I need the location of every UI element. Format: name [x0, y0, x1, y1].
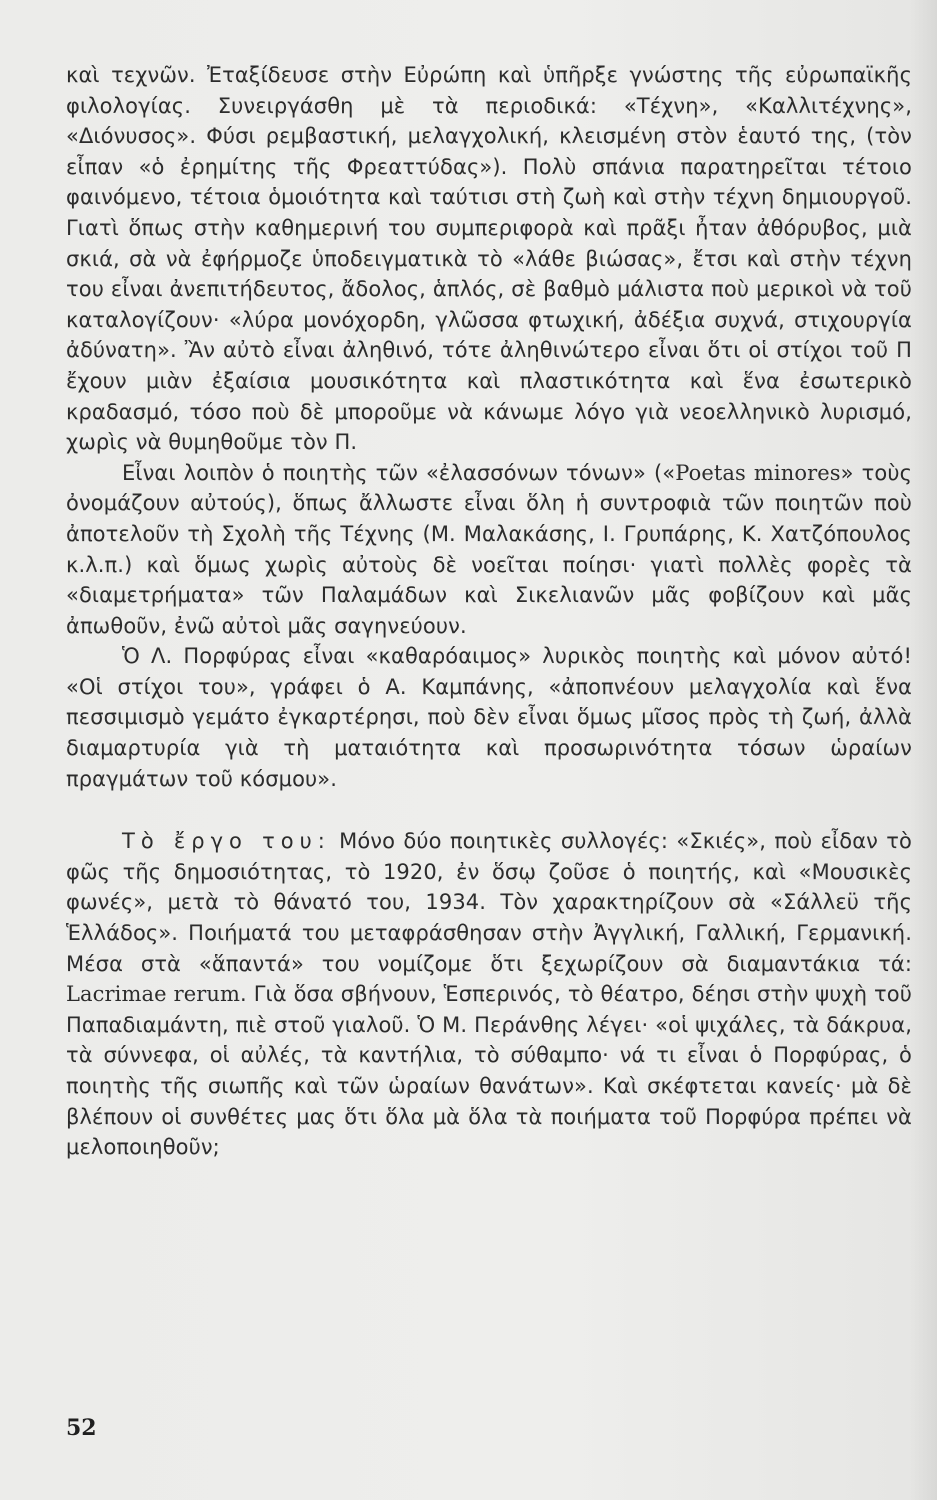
paragraph-minor-poets-rest: » τοὺς ὀνομάζουν αὐτούς), ὅπως ἄλλωστε εἶναι ὅλη ἡ συντροφιὰ τῶν ποιητῶν ποὺ ἀποτελοῦν τὴ Σχολὴ τῆς Τέχνης (Μ. Μαλακάσης, Ι. Γρυπάρης, Κ. Χατζόπουλος κ.λ.π.) καὶ ὅμως χωρὶς αὐτοὺς δὲ νοεῖται ποίησι· γιατὶ πολλὲς φορὲς τὰ «διαμετρήματα» τῶν Παλαμάδων καὶ Σικελιανῶν μᾶς φοβίζουν καὶ μᾶς ἀπωθοῦν, ἐνῶ αὐτοὶ μᾶς σαγηνεύουν. — [66, 460, 912, 638]
paragraph-lyric-poet: Ὁ Λ. Πορφύρας εἶναι «καθαρόαιμος» λυρικὸς ποιητὴς καὶ μόνον αὐτό! «Οἱ στίχοι του», γράφει ὁ Α. Καμπάνης, «ἀποπνέουν μελαγχολία καὶ ἕνα πεσσιμισμὸ γεμάτο ἐγκαρτέρησι, ποὺ δὲν εἶναι ὅμως μῖσος πρὸς τὴ ζωή, ἀλλὰ διαμαρτυρία γιὰ τὴ ματαιότητα καὶ προσωρινότητα τόσων ὡραίων πραγμάτων τοῦ κόσμου». — [66, 644, 912, 791]
paragraph-works-lead: Μόνο δύο ποιητικὲς συλλογές: «Σκιές», ποὺ εἶδαν τὸ φῶς τῆς δημοσιότητας, τὸ 1920, ἐν ὅσῳ ζοῦσε ὁ ποιητής, καὶ «Μουσικὲς φωνές», μετὰ τὸ θάνατό του, 1934. Τὸν χαρακτηρίζουν σὰ «Σάλλεϋ τῆς Ἑλλάδος». Ποιήματά του μεταφράσθησαν στὴν Ἀγγλική, Γαλλική, Γερμανική. Μέσα στὰ «ἅπαντά» του νομίζομε ὅτι ξεχωρίζουν σὰ διαμαντάκια τά: — [66, 829, 912, 976]
works-heading: Τὸ ἔργο του: — [122, 829, 331, 854]
paragraph-works-rest: . Γιὰ ὅσα σβήνουν, Ἑσπερινός, τὸ θέατρο, δέησι στὴν ψυχὴ τοῦ Παπαδιαμάντη, πιὲ στοῦ γιαλοῦ. Ὁ Μ. Περάνθης λέγει· «οἱ ψιχάλες, τὰ δάκρυα, τὰ σύννεφα, οἱ αὐλές, τὰ καντήλια, τὸ σύθαμπο· νά τι εἶναι ὁ Πορφύρας, ὁ ποιητὴς τῆς σιωπῆς καὶ τῶν ὡραίων θανάτων». Καὶ σκέφτεται κανείς· μὰ δὲ βλέπουν οἱ συνθέτες μας ὅτι ὅλα μὰ ὅλα τὰ ποιήματα τοῦ Πορφύρα πρέπει νὰ μελοποιηθοῦν; — [66, 982, 912, 1160]
body-text — [66, 60, 912, 1163]
paragraph-biography: καὶ τεχνῶν. Ἐταξίδευσε στὴν Εὐρώπη καὶ ὑπῆρξε γνώστης τῆς εὐρωπαϊκῆς φιλολογίας. Συνειργάσθη μὲ τὰ περιοδικά: «Τέχνη», «Καλλιτέχνης», «Διόνυσος». Φύσι ρεμβαστική, μελαγχολική, κλεισμένη στὸν ἑαυτό της, (τὸν εἶπαν «ὁ ἐρημίτης τῆς Φρεαττύδας»). Πολὺ σπάνια παρατηρεῖται τέτοιο φαινόμενο, τέτοια ὁμοιότητα καὶ ταύτισι στὴ ζωὴ καὶ στὴν τέχνη δημιουργοῦ. Γιατὶ ὅπως στὴν καθημερινή του συμπεριφορὰ καὶ πρᾶξι ἦταν ἀθόρυβος, μιὰ σκιά, σὰ νὰ ἐφήρμοζε ὑποδειγματικὰ τὸ «λάθε βιώσας», ἔτσι καὶ στὴν τέχνη του εἶναι ἀνεπιτήδευτος, ἄδολος, ἁπλός, σὲ βαθμὸ μάλιστα ποὺ μερικοὶ νὰ τοῦ καταλογίζουν· «λύρα μονόχορδη, γλῶσσα φτωχική, ἀδέξια συχνά, στιχουργία ἀδύνατη». Ἂν αὐτὸ εἶναι ἀληθινό, τότε ἀληθινώτερο εἶναι ὅτι οἱ στίχοι τοῦ Π ἔχουν μιὰν ἐξαίσια μουσικότητα καὶ πλαστικότητα καὶ ἕνα ἐσωτερικὸ κραδασμό, τόσο ποὺ δὲ μποροῦμε νὰ κάνωμε λόγο γιὰ νεοελληνικὸ λυρισμό, χωρὶς νὰ θυμηθοῦμε τὸν Π. — [66, 63, 912, 455]
paragraph-works — [66, 826, 912, 1163]
latin-term-poetas-minores: Poetas minores — [675, 460, 841, 485]
latin-title-lacrimae-rerum: Lacrimae rerum — [66, 982, 241, 1007]
paragraph-minor-poets-lead: Εἶναι λοιπὸν ὁ ποιητὴς τῶν «ἐλασσόνων τόνων» (« — [122, 460, 676, 485]
page-number: 52 — [66, 1415, 97, 1441]
paragraph-minor-poets — [66, 458, 912, 642]
